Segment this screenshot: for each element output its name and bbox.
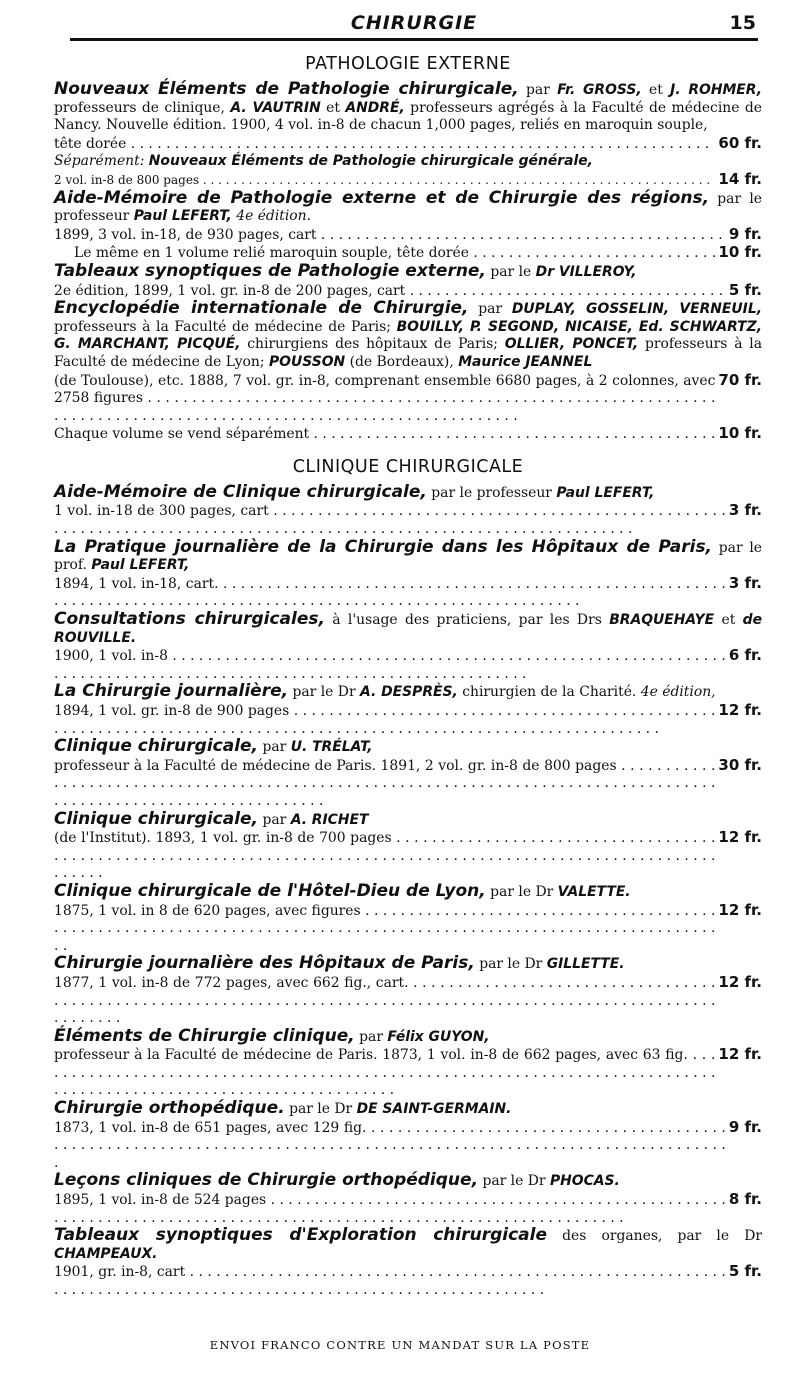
section-heading-clinique: CLINIQUE CHIRURGICALE	[292, 456, 524, 477]
entry-text: 1895, 1 vol. in-8 de 524 pages . . .	[54, 1192, 726, 1227]
price: 12 fr.	[718, 701, 762, 719]
entry-text: et	[714, 612, 743, 629]
book-title: Clinique chirurgicale de l'Hôtel-Dieu de Lyon,	[54, 880, 486, 901]
price: 12 fr.	[718, 828, 762, 847]
entry-text: professeurs de clinique,	[54, 99, 231, 116]
book-title: Éléments de Chirurgie clinique,	[54, 1025, 355, 1046]
entry-text: 1899, 3 vol. in-18, de 930 pages, cart . . .	[54, 227, 726, 245]
catalogue-entry	[54, 1025, 762, 1047]
entry-text: chirurgiens des hôpitaux de Paris;	[240, 336, 505, 353]
author-name: DUPLAY, GOSSELIN, VERNEUIL,	[511, 301, 762, 318]
catalogue-entry	[54, 1172, 762, 1191]
author-name: Fr. GROSS,	[557, 82, 642, 98]
author-name: A. RICHET	[290, 811, 369, 828]
entry-text: (de Bordeaux),	[345, 353, 459, 370]
entry-text: 1901, gr. in-8, cart . . .	[54, 1264, 726, 1299]
price: 12 fr.	[718, 1045, 762, 1064]
price-line	[54, 902, 762, 956]
catalogue-entry	[54, 1100, 762, 1119]
book-title: Encyclopédie internationale de Chirurgie,	[54, 298, 469, 319]
entry-text: par le professeur	[54, 190, 762, 225]
entry-text: professeurs agrégés à la Faculté de médecine de Nancy. Nouvelle édition. 1900, 4 vol. in-8 de chacun 1,000 pages, reliés en maroquin souple,	[54, 99, 762, 134]
author-name: OLLIER, PONCET,	[504, 336, 639, 353]
author-name: VALETTE.	[557, 883, 631, 900]
entry-text: professeur à la Faculté de médecine de Paris. 1873, 1 vol. in-8 de 662 pages, avec 63 fig. . . .	[54, 1047, 715, 1100]
entry-text: 1875, 1 vol. in 8 de 620 pages, avec figures . . .	[54, 903, 715, 956]
entry-text: Chaque volume se vend séparément . . .	[54, 426, 715, 444]
author-name: DE SAINT-GERMAIN.	[356, 1101, 512, 1118]
catalogue-body	[54, 48, 762, 1300]
price-line	[54, 425, 762, 444]
price: 70 fr.	[718, 370, 762, 389]
book-title: Nouveaux Éléments de Pathologie chirurgicale générale,	[148, 153, 593, 170]
price-line	[54, 647, 762, 683]
book-title: Tableaux synoptiques d'Exploration chirurgicale	[54, 1225, 548, 1246]
author-name: A. DESPRÈS,	[360, 684, 458, 701]
entry-text: professeurs à la Faculté de médecine de Lyon;	[54, 336, 762, 370]
author-name: Paul LEFERT,	[133, 208, 232, 225]
price-line	[54, 757, 762, 811]
author-name: BRAQUEHAYE	[609, 612, 715, 629]
price-line	[54, 829, 762, 883]
author-name: Félix GUYON,	[387, 1028, 490, 1045]
catalogue-entry	[54, 481, 762, 503]
separate-line	[54, 153, 762, 171]
catalogue-entry	[54, 1227, 762, 1263]
book-title: Clinique chirurgicale,	[54, 736, 259, 757]
entry-text: à l'usage des praticiens, par les Drs	[324, 612, 610, 629]
entry-text: des organes, par le Dr	[547, 1228, 762, 1245]
catalogue-entry	[54, 808, 762, 830]
price: 5 fr.	[728, 280, 762, 299]
entry-text: par le Dr	[288, 684, 360, 701]
section-heading-pathologie: PATHOLOGIE EXTERNE	[305, 54, 511, 74]
catalogue-entry	[54, 738, 762, 757]
entry-text: 2e édition, 1899, 1 vol. gr. in-8 de 200 pages, cart . . .	[54, 283, 726, 301]
price: 30 fr.	[718, 755, 762, 774]
entry-text: 1877, 1 vol. in-8 de 772 pages, avec 662 fig., cart. . . .	[54, 975, 715, 1028]
catalogue-entry	[54, 955, 762, 974]
author-name: ANDRÉ,	[345, 99, 405, 116]
running-title: CHIRURGIE	[350, 12, 478, 34]
entry-text: 4e édition.	[231, 208, 312, 225]
entry-text: par le prof.	[54, 539, 762, 574]
catalogue-entry	[54, 683, 762, 702]
book-title: Clinique chirurgicale,	[54, 808, 259, 829]
entry-text: 2 vol. in-8 de 800 pages . . .	[54, 172, 715, 190]
price: 5 fr.	[728, 1262, 762, 1281]
book-title: Nouveaux Éléments de Pathologie chirurgicale,	[54, 79, 519, 99]
entry-text: et	[641, 82, 671, 98]
entry-text: par le Dr	[485, 883, 558, 900]
entry-text: par le	[485, 263, 536, 280]
entry-text: par	[354, 1028, 388, 1045]
price: 3 fr.	[728, 501, 762, 520]
entry-text: (de l'Institut). 1893, 1 vol. gr. in-8 de 700 pages . . .	[54, 830, 715, 883]
catalogue-entry	[54, 187, 762, 226]
author-name: Paul LEFERT,	[556, 484, 655, 501]
entry-text: 1900, 1 vol. in-8 . . .	[54, 648, 726, 683]
price: 9 fr.	[728, 224, 762, 243]
entry-text: 4e édition,	[636, 684, 716, 701]
catalogue-entry	[54, 81, 762, 135]
price-line	[54, 1046, 762, 1100]
price-line	[54, 226, 762, 245]
catalogue-entry	[54, 536, 762, 575]
entry-text: professeurs à la Faculté de médecine de Paris;	[54, 318, 397, 335]
running-header	[70, 0, 758, 41]
author-name: J. ROHMER,	[670, 82, 763, 98]
entry-text: et	[320, 99, 346, 116]
author-name: POUSSON	[268, 353, 346, 370]
book-title: Leçons cliniques de Chirurgie orthopédique,	[54, 1170, 479, 1191]
price: 12 fr.	[718, 900, 762, 919]
author-name: A. VAUTRIN	[230, 99, 321, 116]
entry-text: par le Dr	[284, 1101, 357, 1118]
author-name: Maurice JEANNEL	[458, 353, 593, 370]
catalogue-entry	[54, 611, 762, 647]
book-title: Chirurgie orthopédique.	[54, 1098, 285, 1119]
catalogue-entry	[54, 260, 762, 282]
price-line	[54, 135, 762, 154]
price-line	[54, 702, 762, 738]
price: 12 fr.	[718, 972, 762, 991]
author-name: U. TRÉLAT,	[290, 739, 373, 756]
price-line	[54, 974, 762, 1028]
entry-text: 1894, 1 vol. in-18, cart. . . .	[54, 576, 726, 611]
author-name: PHOCAS.	[549, 1173, 620, 1190]
entry-text: tête dorée . . .	[54, 136, 715, 154]
entry-text: 1894, 1 vol. gr. in-8 de 900 pages . . .	[54, 703, 715, 738]
entry-text: par le Dr	[474, 956, 547, 973]
price: 6 fr.	[728, 646, 762, 665]
page-number: 15	[729, 12, 756, 34]
book-title: Tableaux synoptiques de Pathologie externe,	[54, 260, 486, 281]
author-name: CHAMPEAUX.	[54, 1245, 158, 1262]
price: 10 fr.	[718, 424, 762, 443]
book-title: La Chirurgie journalière,	[54, 681, 289, 702]
price-line	[54, 1191, 762, 1227]
entry-text: par	[518, 82, 558, 98]
price: 8 fr.	[728, 1190, 762, 1209]
price: 3 fr.	[728, 573, 762, 592]
entry-text: par	[468, 301, 512, 318]
author-name: de ROUVILLE.	[54, 612, 762, 646]
clinique-entries	[54, 481, 762, 1300]
price-line	[54, 1263, 762, 1299]
entry-text: professeur à la Faculté de médecine de Paris. 1891, 2 vol. gr. in-8 de 800 pages . . .	[54, 758, 715, 811]
price: 60 fr.	[718, 133, 762, 152]
entry-text: Séparément:	[54, 153, 149, 170]
entry-text: par le professeur	[426, 484, 557, 501]
catalogue-entry	[54, 300, 762, 371]
price: 10 fr.	[718, 243, 762, 262]
book-title: Chirurgie journalière des Hôpitaux de Paris,	[54, 953, 475, 974]
footer-notice: ENVOI FRANCO CONTRE UN MANDAT SUR LA POSTE	[209, 1338, 591, 1352]
price-line	[54, 1119, 762, 1173]
price-line	[54, 372, 762, 426]
entry-text: par le Dr	[478, 1173, 550, 1190]
entry-text: 1873, 1 vol. in-8 de 651 pages, avec 129 fig. . . .	[54, 1120, 726, 1173]
entry-text: par	[258, 811, 291, 828]
price-line	[54, 575, 762, 611]
entry-text: chirurgien de la Charité.	[457, 684, 637, 701]
entry-text: (de Toulouse), etc. 1888, 7 vol. gr. in-8, comprenant ensemble 6680 pages, à 2 colonnes, avec 2758 figures . . .	[54, 373, 715, 426]
book-title: Consultations chirurgicales,	[54, 609, 325, 630]
author-name: GILLETTE.	[546, 956, 625, 973]
book-title: La Pratique journalière de la Chirurgie dans les Hôpitaux de Paris,	[54, 536, 713, 557]
price: 9 fr.	[728, 1117, 762, 1136]
entry-text: Le même en 1 volume relié maroquin souple, tête dorée . . .	[54, 245, 715, 263]
price-line	[54, 502, 762, 538]
author-name: Paul LEFERT,	[91, 557, 190, 574]
price: 14 fr.	[718, 169, 762, 188]
author-name: BOUILLY, P. SEGOND, NICAISE, Ed. SCHWARTZ, G. MARCHANT, PICQUÉ,	[54, 318, 762, 353]
author-name: Dr VILLEROY,	[535, 263, 637, 280]
entry-text: 1 vol. in-18 de 300 pages, cart . . .	[54, 503, 726, 538]
book-title: Aide-Mémoire de Clinique chirurgicale,	[54, 481, 427, 502]
entry-text: par	[258, 739, 291, 756]
catalogue-entry	[54, 880, 762, 902]
book-title: Aide-Mémoire de Pathologie externe et de Chirurgie des régions,	[54, 187, 710, 208]
